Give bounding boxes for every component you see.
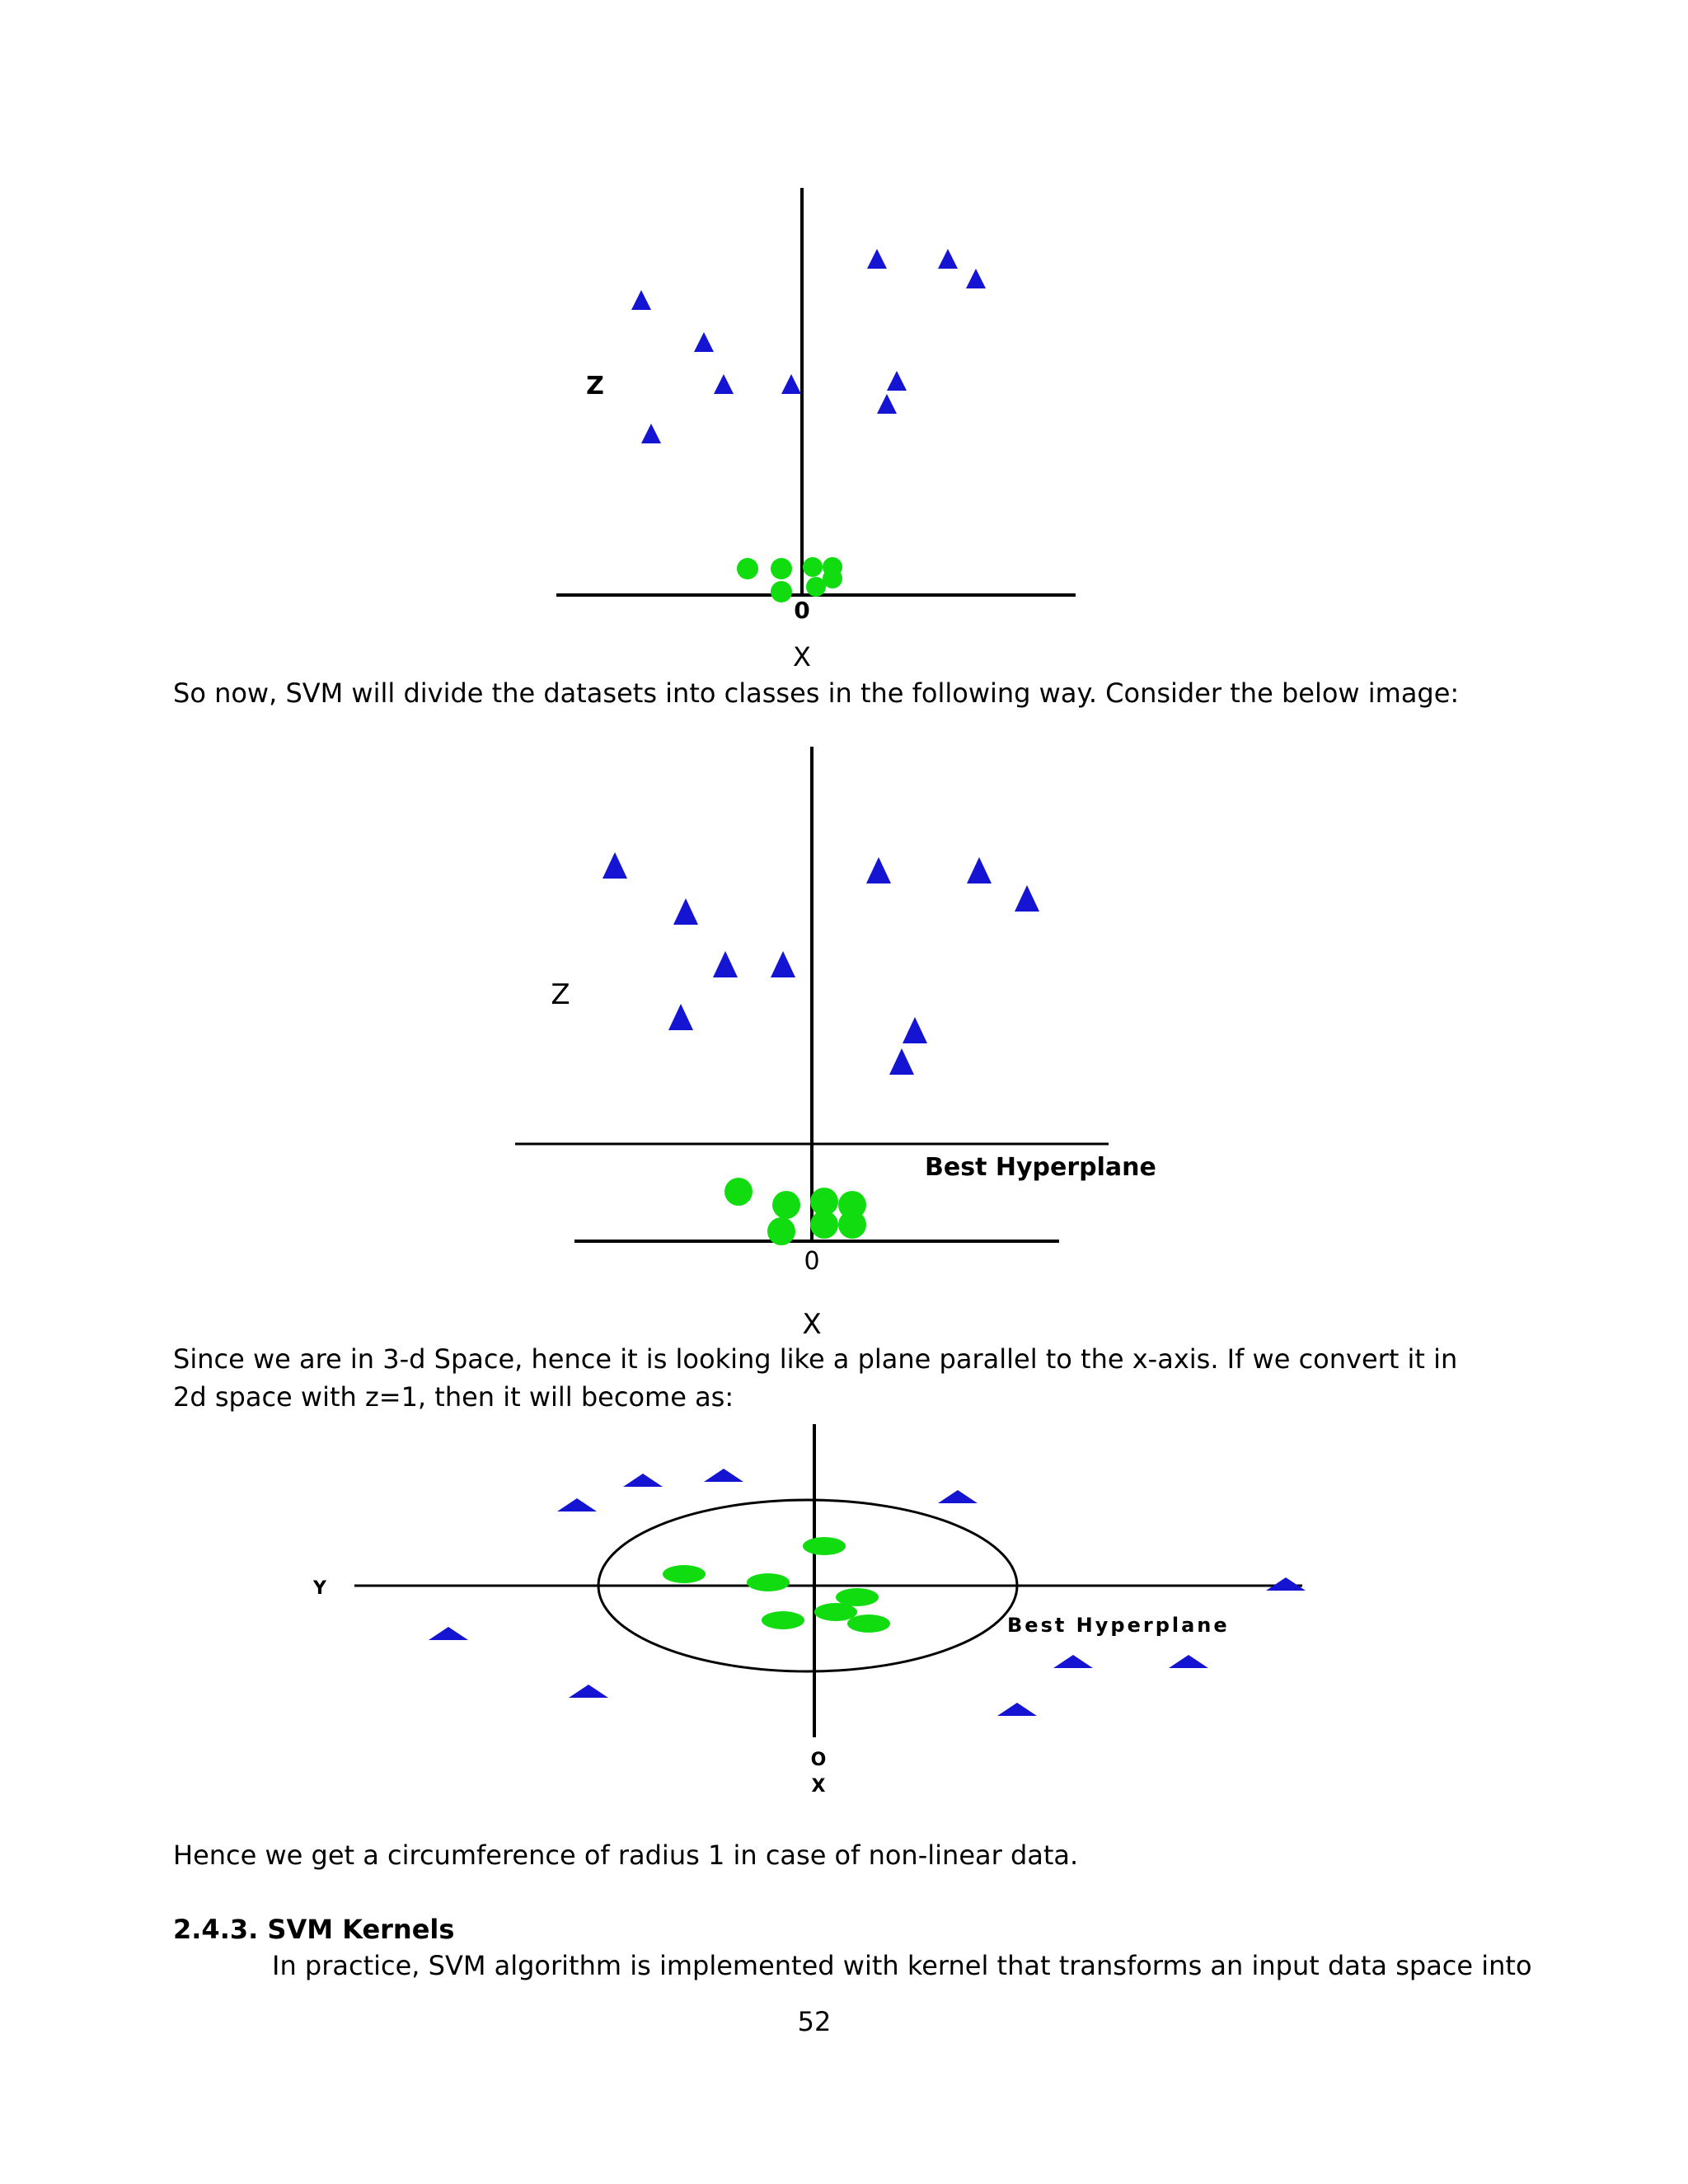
- fig1-origin-label: 0: [794, 597, 810, 624]
- circle-marker: [771, 558, 792, 579]
- fig3-x-label: X: [811, 1776, 826, 1797]
- triangle-marker: [668, 1004, 693, 1030]
- triangle-marker: [889, 1048, 914, 1075]
- figure-2: [515, 747, 1156, 1341]
- fig3-y-label: Y: [313, 1578, 326, 1599]
- circle-marker: [806, 577, 826, 597]
- triangle-marker: [771, 951, 795, 977]
- circle-marker: [803, 1537, 846, 1555]
- circle-marker: [762, 1611, 804, 1629]
- triangle-marker: [867, 249, 887, 269]
- fig2-x-label: X: [802, 1308, 822, 1341]
- triangle-marker: [938, 249, 958, 269]
- triangle-marker: [1169, 1655, 1208, 1668]
- triangle-marker: [673, 898, 698, 925]
- page-number: 52: [797, 2006, 832, 2037]
- fig1-z-label: Z: [586, 372, 604, 401]
- triangle-marker: [603, 852, 627, 879]
- triangle-marker: [1015, 885, 1039, 912]
- circle-marker: [814, 1603, 857, 1621]
- triangle-marker: [694, 332, 714, 352]
- triangle-marker: [557, 1498, 597, 1511]
- paragraph-3d-space: Since we are in 3-d Space, hence it is looking like a plane parallel to the x-axis. If we convert it in 2d space with z=1, then it will become as:: [173, 1343, 1458, 1413]
- paragraph-circumference: Hence we get a circumference of radius 1 in case of non-linear data.: [173, 1840, 1079, 1871]
- circle-marker: [803, 557, 823, 577]
- circle-marker: [747, 1573, 790, 1591]
- circle-marker: [847, 1615, 890, 1633]
- triangle-marker: [938, 1490, 978, 1503]
- triangle-marker: [714, 374, 734, 394]
- circle-marker: [771, 581, 792, 602]
- fig2-z-label: Z: [551, 978, 570, 1011]
- triangle-marker: [866, 857, 891, 883]
- triangle-marker: [429, 1627, 468, 1640]
- triangle-marker: [713, 951, 738, 977]
- triangle-marker: [903, 1017, 927, 1043]
- triangle-marker: [1053, 1655, 1093, 1668]
- circle-marker: [772, 1191, 800, 1219]
- triangle-marker: [569, 1685, 608, 1698]
- triangle-marker: [781, 374, 801, 394]
- paragraph-svm-divide: So now, SVM will divide the datasets into classes in the following way. Consider the below image:: [173, 677, 1460, 709]
- triangle-marker: [631, 290, 651, 310]
- triangle-marker: [641, 424, 661, 443]
- circle-marker: [838, 1211, 866, 1239]
- triangle-marker: [877, 394, 897, 414]
- fig1-triangles: [631, 249, 986, 443]
- triangle-marker: [997, 1703, 1037, 1716]
- triangle-marker: [966, 269, 986, 288]
- circle-marker: [767, 1217, 795, 1245]
- circle-marker: [810, 1211, 838, 1239]
- triangle-marker: [1266, 1577, 1306, 1591]
- triangle-marker: [623, 1474, 663, 1487]
- circle-marker: [724, 1178, 753, 1206]
- triangle-marker: [887, 371, 907, 391]
- section-heading: 2.4.3. SVM Kernels: [173, 1914, 455, 1945]
- triangle-marker: [704, 1469, 743, 1482]
- fig2-circles: [724, 1178, 866, 1245]
- triangle-marker: [967, 857, 992, 883]
- fig1-x-label: X: [793, 641, 811, 673]
- circle-marker: [737, 558, 758, 579]
- figure-3: [312, 1424, 1306, 1797]
- fig2-triangles: [603, 852, 1039, 1075]
- figure-1: [556, 188, 1076, 673]
- fig3-hyperplane-label: Best Hyperplane: [1007, 1614, 1230, 1637]
- fig2-hyperplane-label: Best Hyperplane: [925, 1153, 1156, 1182]
- fig3-origin-label: O: [810, 1750, 827, 1770]
- fig2-origin-label: 0: [804, 1247, 820, 1276]
- circle-marker: [663, 1565, 706, 1583]
- paragraph-kernels: In practice, SVM algorithm is implemented with kernel that transforms an input data space into: [272, 1950, 1532, 1981]
